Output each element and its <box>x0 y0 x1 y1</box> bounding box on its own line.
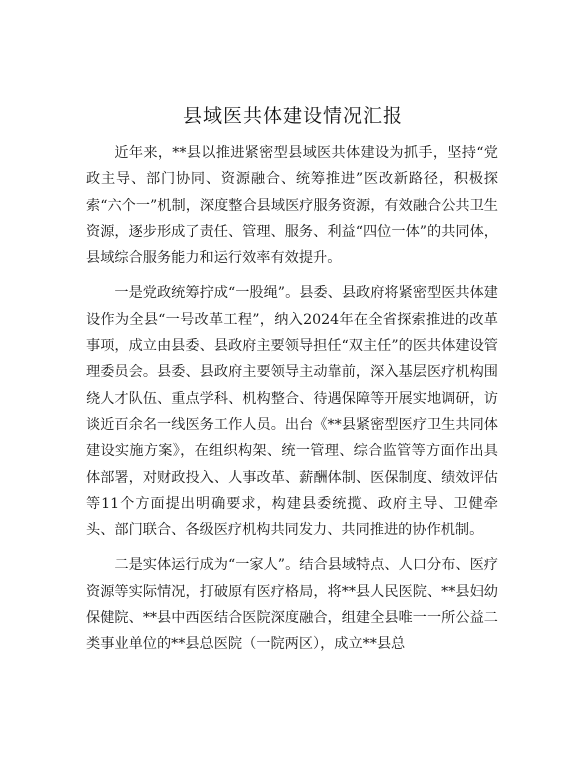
paragraph-intro: 近年来，**县以推进紧密型县域医共体建设为抓手，坚持“党政主导、部门协同、资源融合、统筹推进”医改新路径，积极探索“六个一”机制，深度整合县域医疗服务资源，有效融合公共卫生资源，逐步形成了责任、管理、服务、利益“四位一体”的共同体，县域综合服务能力和运行效率有效提升。 <box>86 145 498 267</box>
document-title: 县域医共体建设情况汇报 <box>182 105 403 127</box>
paragraph-entity-operation: 二是实体运行成为“一家人”。结合县域特点、人口分布、医疗资源等实际情况，打破原有医疗格局，将**县人民医院、**县妇幼保健院、**县中西医结合医院深度融合，组建全县唯一一所公益二类事业单位的**县总医院（一院两区），成立**县总 <box>86 557 498 653</box>
document-body <box>86 140 498 667</box>
paragraph-party-coordination: 一是党政统筹拧成“一股绳”。县委、县政府将紧密型医共体建设作为全县“一号改革工程”，纳入2024年在全省探索推进的改革事项，成立由县委、县政府主要领导担任“双主任”的医共体建设管理委员会。县委、县政府主要领导主动靠前，深入基层医疗机构围绕人才队伍、重点学科、机构整合、待遇保障等开展实地调研，访谈近百余名一线医务工作人员。出台《**县紧密型医疗卫生共同体建设实施方案》，在组织构架、统一管理、综合监管等方面作出具体部署，对财政投入、人事改革、薪酬体制、医保制度、绩效评估等11个方面提出明确要求，构建县委统揽、政府主导、卫健牵头、部门联合、各级医疗机构共同发力、共同推进的协作机制。 <box>86 285 498 539</box>
